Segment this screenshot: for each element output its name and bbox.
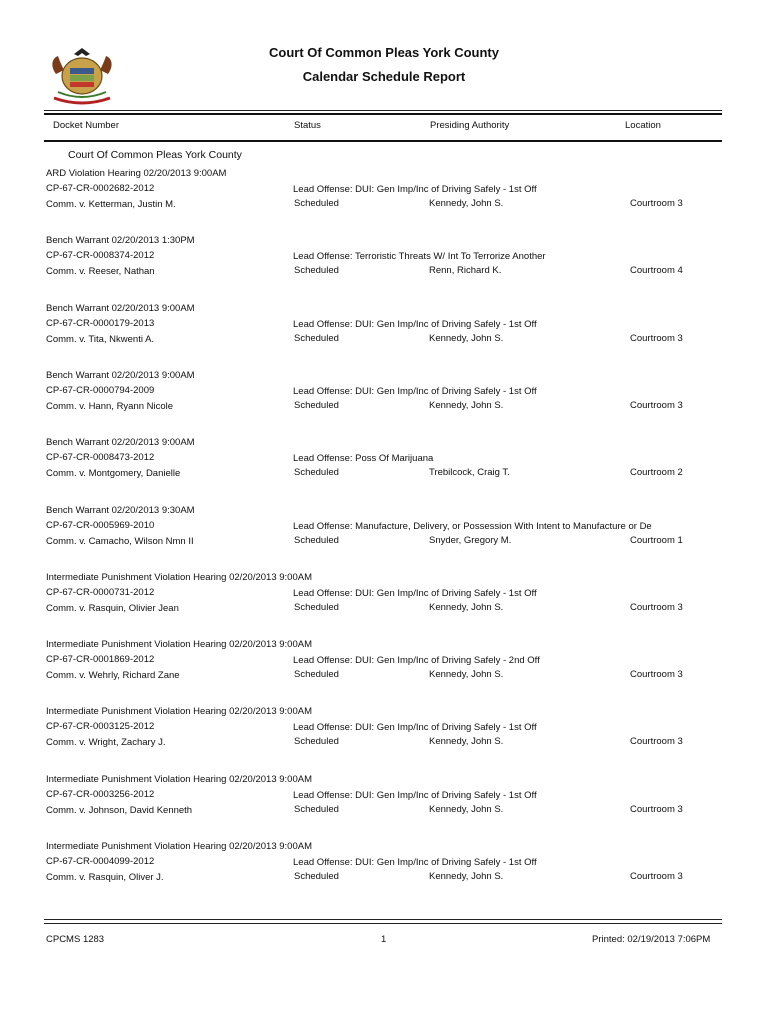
footer-divider-2	[44, 923, 722, 924]
status: Scheduled	[294, 602, 339, 613]
location: Courtroom 3	[630, 669, 683, 680]
status: Scheduled	[294, 198, 339, 209]
calendar-entry	[0, 168, 768, 228]
hearing-type-datetime: Bench Warrant 02/20/2013 9:00AM	[46, 437, 195, 448]
hearing-type-datetime: Bench Warrant 02/20/2013 9:00AM	[46, 370, 195, 381]
docket-number: CP-67-CR-0003125-2012	[46, 721, 155, 732]
hearing-type-datetime: Bench Warrant 02/20/2013 1:30PM	[46, 235, 195, 246]
status: Scheduled	[294, 871, 339, 882]
calendar-entry	[0, 841, 768, 901]
calendar-entry	[0, 639, 768, 699]
hearing-type-datetime: Intermediate Punishment Violation Hearing 02/20/2013 9:00AM	[46, 639, 312, 650]
presiding-authority: Renn, Richard K.	[429, 265, 502, 276]
location: Courtroom 3	[630, 804, 683, 815]
docket-number: CP-67-CR-0000794-2009	[46, 385, 155, 396]
docket-number: CP-67-CR-0004099-2012	[46, 856, 155, 867]
hearing-type-datetime: Intermediate Punishment Violation Hearing 02/20/2013 9:00AM	[46, 774, 312, 785]
location: Courtroom 3	[630, 400, 683, 411]
form-id: CPCMS 1283	[46, 934, 105, 945]
case-caption: Comm. v. Johnson, David Kenneth	[46, 805, 193, 816]
presiding-authority: Kennedy, John S.	[429, 669, 504, 680]
docket-number: CP-67-CR-0001869-2012	[46, 654, 155, 665]
lead-offense: Lead Offense: Poss Of Marijuana	[293, 453, 434, 464]
calendar-entry	[0, 572, 768, 632]
status: Scheduled	[294, 467, 339, 478]
docket-number: CP-67-CR-0005969-2010	[46, 520, 155, 531]
calendar-entry	[0, 505, 768, 565]
case-caption: Comm. v. Camacho, Wilson Nmn II	[46, 536, 194, 547]
location: Courtroom 3	[630, 198, 683, 209]
case-caption: Comm. v. Reeser, Nathan	[46, 266, 155, 277]
hearing-type-datetime: Bench Warrant 02/20/2013 9:30AM	[46, 505, 195, 516]
status: Scheduled	[294, 669, 339, 680]
presiding-authority: Kennedy, John S.	[429, 871, 504, 882]
location: Courtroom 1	[630, 535, 683, 546]
case-caption: Comm. v. Rasquin, Olivier Jean	[46, 603, 179, 614]
presiding-authority: Kennedy, John S.	[429, 602, 504, 613]
status: Scheduled	[294, 804, 339, 815]
lead-offense: Lead Offense: Manufacture, Delivery, or Possession With Intent to Manufacture or De	[293, 521, 652, 532]
presiding-authority: Kennedy, John S.	[429, 333, 504, 344]
location: Courtroom 3	[630, 333, 683, 344]
presiding-authority: Kennedy, John S.	[429, 736, 504, 747]
calendar-entry	[0, 774, 768, 834]
presiding-authority: Kennedy, John S.	[429, 804, 504, 815]
case-caption: Comm. v. Rasquin, Oliver J.	[46, 872, 164, 883]
docket-number: CP-67-CR-0008473-2012	[46, 452, 155, 463]
case-caption: Comm. v. Wehrly, Richard Zane	[46, 670, 180, 681]
lead-offense: Lead Offense: Terroristic Threats W/ Int To Terrorize Another	[293, 251, 546, 262]
location: Courtroom 3	[630, 871, 683, 882]
docket-number: CP-67-CR-0002682-2012	[46, 183, 155, 194]
case-caption: Comm. v. Wright, Zachary J.	[46, 737, 166, 748]
court-title: Court Of Common Pleas York County	[269, 45, 499, 60]
column-header-docket: Docket Number	[53, 120, 119, 131]
status: Scheduled	[294, 400, 339, 411]
hearing-type-datetime: Intermediate Punishment Violation Hearing 02/20/2013 9:00AM	[46, 572, 312, 583]
status: Scheduled	[294, 265, 339, 276]
location: Courtroom 4	[630, 265, 683, 276]
docket-number: CP-67-CR-0000731-2012	[46, 587, 155, 598]
presiding-authority: Kennedy, John S.	[429, 400, 504, 411]
lead-offense: Lead Offense: DUI: Gen Imp/Inc of Driving Safely - 1st Off	[293, 857, 537, 868]
calendar-entry	[0, 437, 768, 497]
lead-offense: Lead Offense: DUI: Gen Imp/Inc of Driving Safely - 1st Off	[293, 319, 537, 330]
lead-offense: Lead Offense: DUI: Gen Imp/Inc of Driving Safely - 1st Off	[293, 588, 537, 599]
docket-number: CP-67-CR-0008374-2012	[46, 250, 155, 261]
presiding-authority: Snyder, Gregory M.	[429, 535, 512, 546]
report-title: Calendar Schedule Report	[302, 69, 466, 84]
docket-number: CP-67-CR-0003256-2012	[46, 789, 155, 800]
presiding-authority: Kennedy, John S.	[429, 198, 504, 209]
calendar-entry	[0, 235, 768, 295]
case-caption: Comm. v. Ketterman, Justin M.	[46, 199, 176, 210]
calendar-entry	[0, 370, 768, 430]
lead-offense: Lead Offense: DUI: Gen Imp/Inc of Driving Safely - 1st Off	[293, 722, 537, 733]
footer-divider	[44, 919, 722, 920]
hearing-type-datetime: Intermediate Punishment Violation Hearing 02/20/2013 9:00AM	[46, 706, 312, 717]
printed-timestamp: Printed: 02/19/2013 7:06PM	[592, 934, 711, 945]
lead-offense: Lead Offense: DUI: Gen Imp/Inc of Driving Safely - 1st Off	[293, 790, 537, 801]
column-header-divider	[44, 140, 722, 142]
status: Scheduled	[294, 736, 339, 747]
hearing-type-datetime: Bench Warrant 02/20/2013 9:00AM	[46, 303, 195, 314]
case-caption: Comm. v. Tita, Nkwenti A.	[46, 334, 155, 345]
section-title: Court Of Common Pleas York County	[68, 149, 242, 161]
location: Courtroom 3	[630, 736, 683, 747]
column-header-location: Location	[625, 120, 661, 131]
calendar-entry	[0, 706, 768, 766]
calendar-entry	[0, 303, 768, 363]
case-caption: Comm. v. Montgomery, Danielle	[46, 468, 181, 479]
column-header-status: Status	[294, 120, 321, 131]
column-header-authority: Presiding Authority	[430, 120, 510, 131]
header-divider-top-thick	[44, 113, 722, 115]
status: Scheduled	[294, 535, 339, 546]
lead-offense: Lead Offense: DUI: Gen Imp/Inc of Driving Safely - 1st Off	[293, 184, 537, 195]
lead-offense: Lead Offense: DUI: Gen Imp/Inc of Driving Safely - 1st Off	[293, 386, 537, 397]
status: Scheduled	[294, 333, 339, 344]
header-divider-top	[44, 110, 722, 111]
presiding-authority: Trebilcock, Craig T.	[429, 467, 510, 478]
location: Courtroom 3	[630, 602, 683, 613]
hearing-type-datetime: ARD Violation Hearing 02/20/2013 9:00AM	[46, 168, 227, 179]
docket-number: CP-67-CR-0000179-2013	[46, 318, 155, 329]
lead-offense: Lead Offense: DUI: Gen Imp/Inc of Driving Safely - 2nd Off	[293, 655, 540, 666]
page-number: 1	[381, 934, 387, 945]
hearing-type-datetime: Intermediate Punishment Violation Hearing 02/20/2013 9:00AM	[46, 841, 312, 852]
location: Courtroom 2	[630, 467, 683, 478]
case-caption: Comm. v. Hann, Ryann Nicole	[46, 401, 174, 412]
